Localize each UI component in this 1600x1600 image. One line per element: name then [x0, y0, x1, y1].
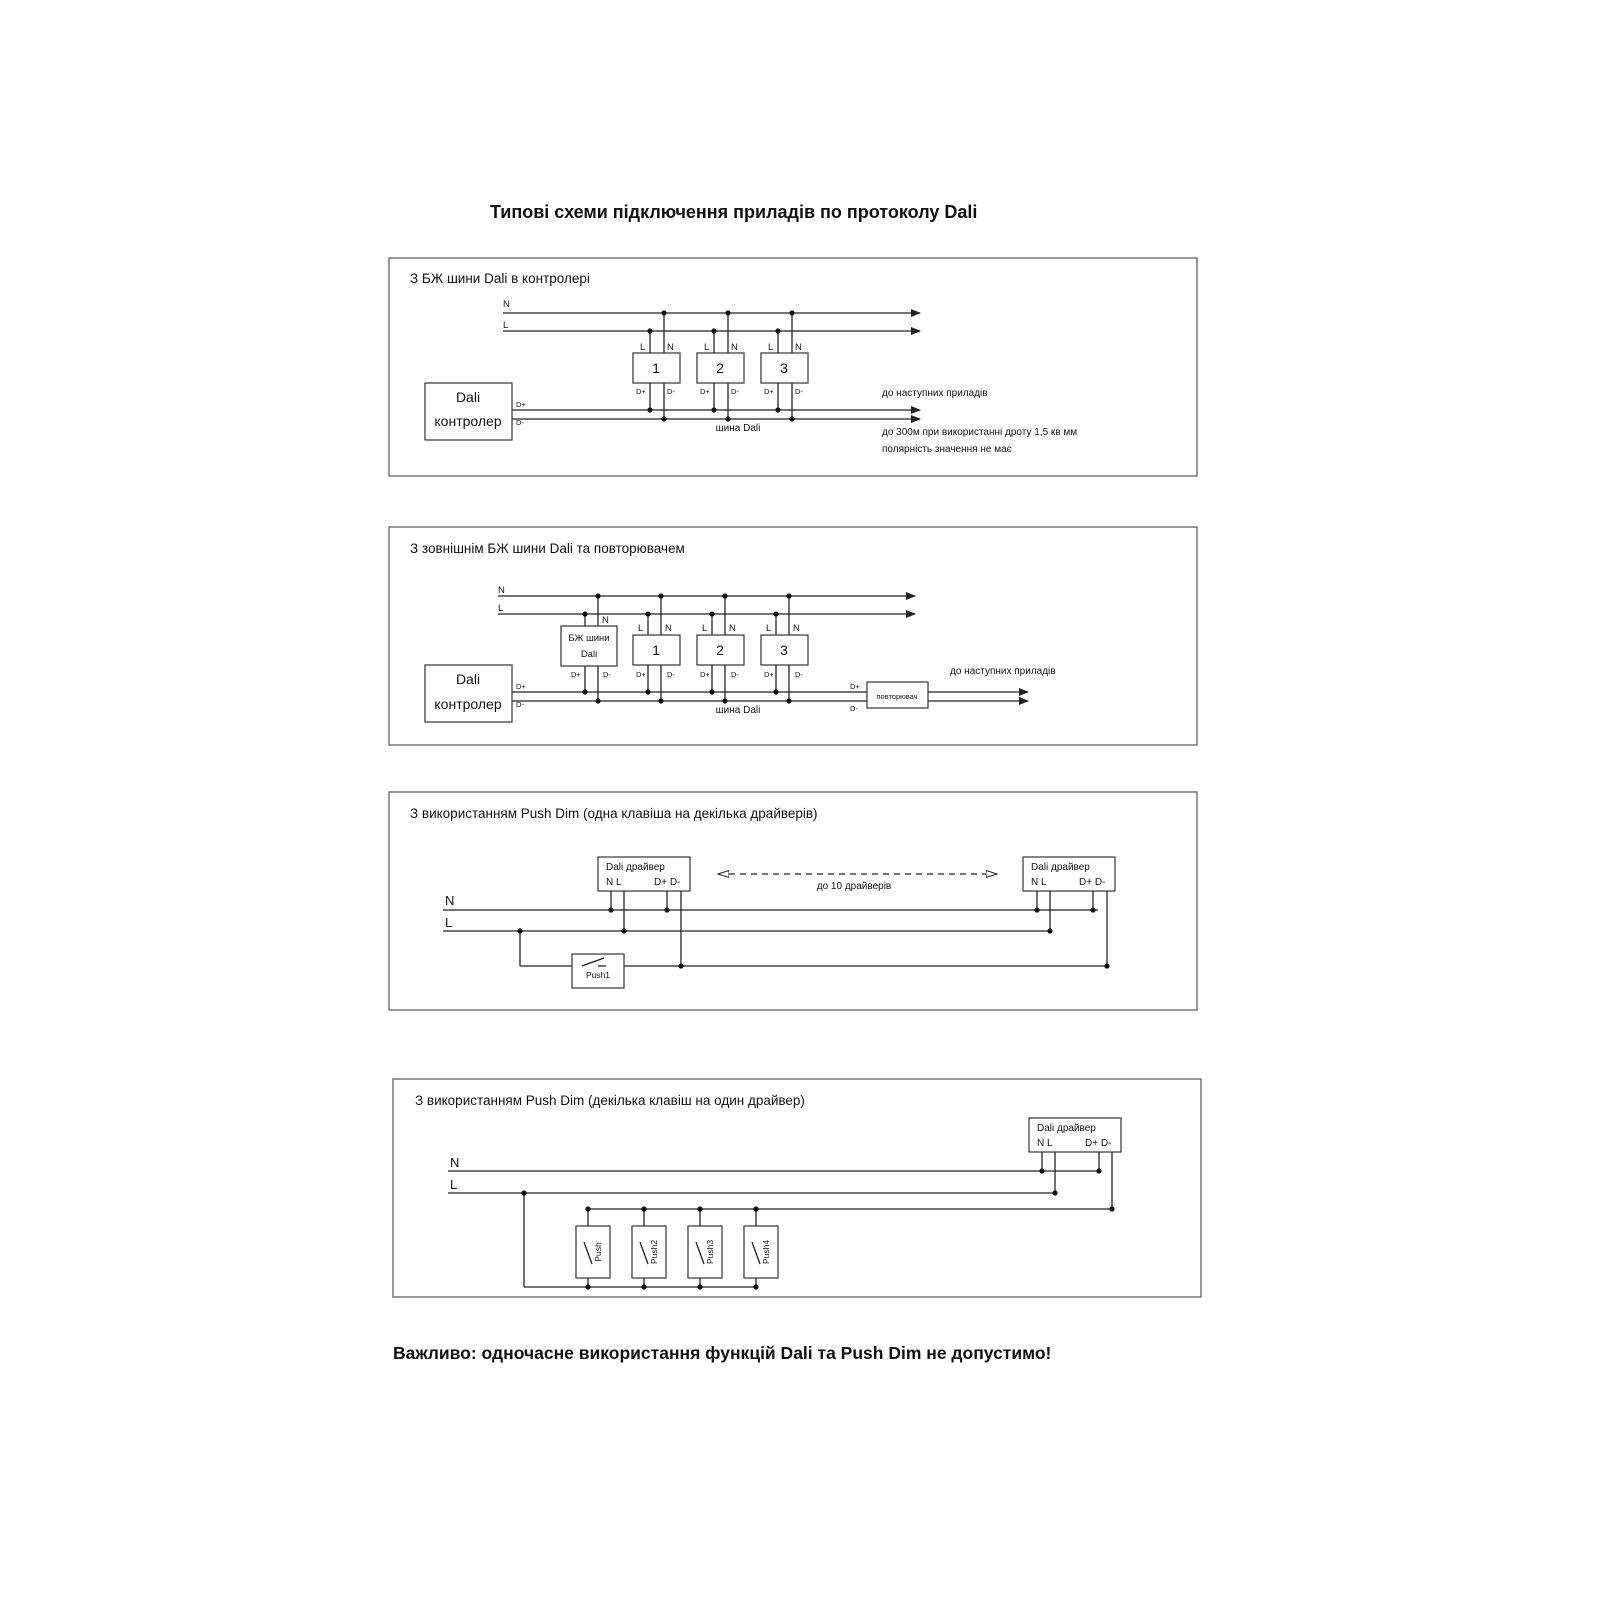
device-2-2 [697, 593, 744, 703]
driver-right-nl: N L [1031, 877, 1047, 888]
dali-driver-left [598, 857, 690, 966]
driver-left-nl: N L [606, 877, 622, 888]
device-2-1-l-label: L [638, 623, 644, 634]
controller-d-plus-label: D+ [516, 400, 526, 409]
scheme-4-title: З використанням Push Dim (декілька клавіш на один драйвер) [415, 1093, 805, 1108]
mains-l-label-4: L [450, 1177, 458, 1192]
scheme-2-external-psu-repeater [389, 527, 1197, 745]
dali-controller-2-label-2: контролер [434, 696, 502, 712]
repeater-label: повторювач [876, 692, 918, 701]
device-2-3-d-minus-label: D- [795, 670, 803, 679]
device-2-number: 2 [716, 360, 724, 376]
scheme-4-push-dim-multi-button [393, 1079, 1201, 1297]
device-1-n-label: N [667, 342, 674, 353]
device-3-number: 3 [780, 360, 788, 376]
mains-n-label: N [503, 299, 510, 310]
scheme-3-title: З використанням Push Dim (одна клавіша на декілька драйверів) [410, 806, 818, 821]
dali-controller-label: Dali [455, 389, 481, 405]
bus-psu-n-label: N [602, 615, 609, 626]
device-2-l-label: L [704, 342, 710, 353]
scheme-1-internal-psu [389, 258, 1197, 476]
device-1 [633, 310, 680, 421]
driver-single-dd: D+ D- [1085, 1138, 1112, 1149]
push-button-3 [688, 1206, 722, 1289]
device-2-1-d-plus-label: D+ [636, 670, 646, 679]
dali-driver-right [1023, 857, 1115, 934]
scheme-4-frame [393, 1079, 1201, 1297]
device-2-d-plus-label: D+ [700, 387, 710, 396]
device-2-1 [633, 593, 680, 703]
warning-note: Важливо: одночасне використання функцій Dali та Push Dim не допустимо! [393, 1343, 1052, 1363]
device-2-n-label: N [731, 342, 738, 353]
device-2-3-l-label: L [766, 623, 772, 634]
device-2-2-number: 2 [716, 642, 724, 658]
range-label: до 10 драйверів [816, 881, 892, 892]
next-devices-label-2: до наступних приладів [950, 666, 1056, 677]
dali-driver-single [1029, 1118, 1121, 1212]
scheme-2-title: З зовнішнім БЖ шини Dali та повторювачем [410, 541, 685, 556]
driver-left-dd: D+ D- [654, 877, 681, 888]
device-2-1-n-label: N [665, 623, 672, 634]
bus-psu-d-plus-label: D+ [571, 670, 581, 679]
device-1-d-minus-label: D- [667, 387, 675, 396]
next-devices-label: до наступних приладів [882, 388, 988, 399]
bus-label-2: шина Dali [715, 705, 761, 716]
driver-single-title: Dali драйвер [1037, 1123, 1096, 1134]
mains-l-label-3: L [445, 915, 453, 930]
push-button-4 [744, 1206, 778, 1289]
scheme-1-title: З БЖ шини Dali в контролері [410, 271, 590, 286]
mains-n-label-2: N [498, 585, 505, 596]
device-3-l-label: L [768, 342, 774, 353]
device-2-d-minus-label: D- [731, 387, 739, 396]
repeater-d-plus-label: D+ [850, 682, 860, 691]
device-2-2-n-label: N [729, 623, 736, 634]
bus-psu-label-1: БЖ шини [568, 633, 610, 644]
device-2-2-d-minus-label: D- [731, 670, 739, 679]
bus-psu-label-2: Dali [580, 649, 598, 660]
device-2-2-l-label: L [702, 623, 708, 634]
bus-psu-d-minus-label: D- [603, 670, 611, 679]
device-2-3 [761, 593, 808, 703]
dali-controller-2-label: Dali [455, 671, 481, 687]
device-2-2-d-plus-label: D+ [700, 670, 710, 679]
polarity-note: полярність значення не має [882, 444, 1012, 455]
controller-2-d-minus-label: D- [516, 700, 524, 709]
push-3-label: Push3 [705, 1239, 715, 1265]
mains-n-label-4: N [450, 1155, 460, 1170]
device-3-d-minus-label: D- [795, 387, 803, 396]
push-button-2 [632, 1206, 666, 1289]
scheme-3-frame [389, 792, 1197, 1010]
device-1-d-plus-label: D+ [636, 387, 646, 396]
push-4-label: Push4 [761, 1239, 771, 1265]
push-button-a [576, 1206, 610, 1289]
device-3-n-label: N [795, 342, 802, 353]
mains-l-label: L [503, 320, 509, 331]
cable-length-note: до 300м при використанні дроту 1,5 кв мм [882, 427, 1078, 438]
push-button-1 [572, 954, 624, 988]
driver-right-dd: D+ D- [1079, 877, 1106, 888]
device-3 [761, 310, 808, 421]
dali-controller-label-2: контролер [434, 413, 502, 429]
device-2-3-d-plus-label: D+ [764, 670, 774, 679]
driver-right-title: Dali драйвер [1031, 862, 1090, 873]
device-2-1-d-minus-label: D- [667, 670, 675, 679]
push-a-label: Push [593, 1242, 603, 1262]
device-1-number: 1 [652, 360, 660, 376]
repeater [850, 682, 1028, 713]
driver-single-nl: N L [1037, 1138, 1053, 1149]
push-1-label: Push1 [585, 970, 611, 980]
device-2-3-n-label: N [793, 623, 800, 634]
bus-label: шина Dali [715, 423, 761, 434]
device-2-1-number: 1 [652, 642, 660, 658]
repeater-d-minus-label: D- [850, 704, 858, 713]
page-title: Типові схеми підключення приладів по протоколу Dali [490, 202, 978, 222]
driver-left-title: Dali драйвер [606, 862, 665, 873]
controller-d-minus-label: D- [516, 418, 524, 427]
device-1-l-label: L [640, 342, 646, 353]
scheme-3-push-dim-multi-driver [389, 792, 1197, 1010]
device-3-d-plus-label: D+ [764, 387, 774, 396]
device-2-3-number: 3 [780, 642, 788, 658]
mains-n-label-3: N [445, 893, 455, 908]
bus-power-supply [561, 593, 617, 703]
controller-2-d-plus-label: D+ [516, 682, 526, 691]
push-2-label: Push2 [649, 1239, 659, 1265]
device-2 [697, 310, 744, 421]
mains-l-label-2: L [498, 603, 504, 614]
